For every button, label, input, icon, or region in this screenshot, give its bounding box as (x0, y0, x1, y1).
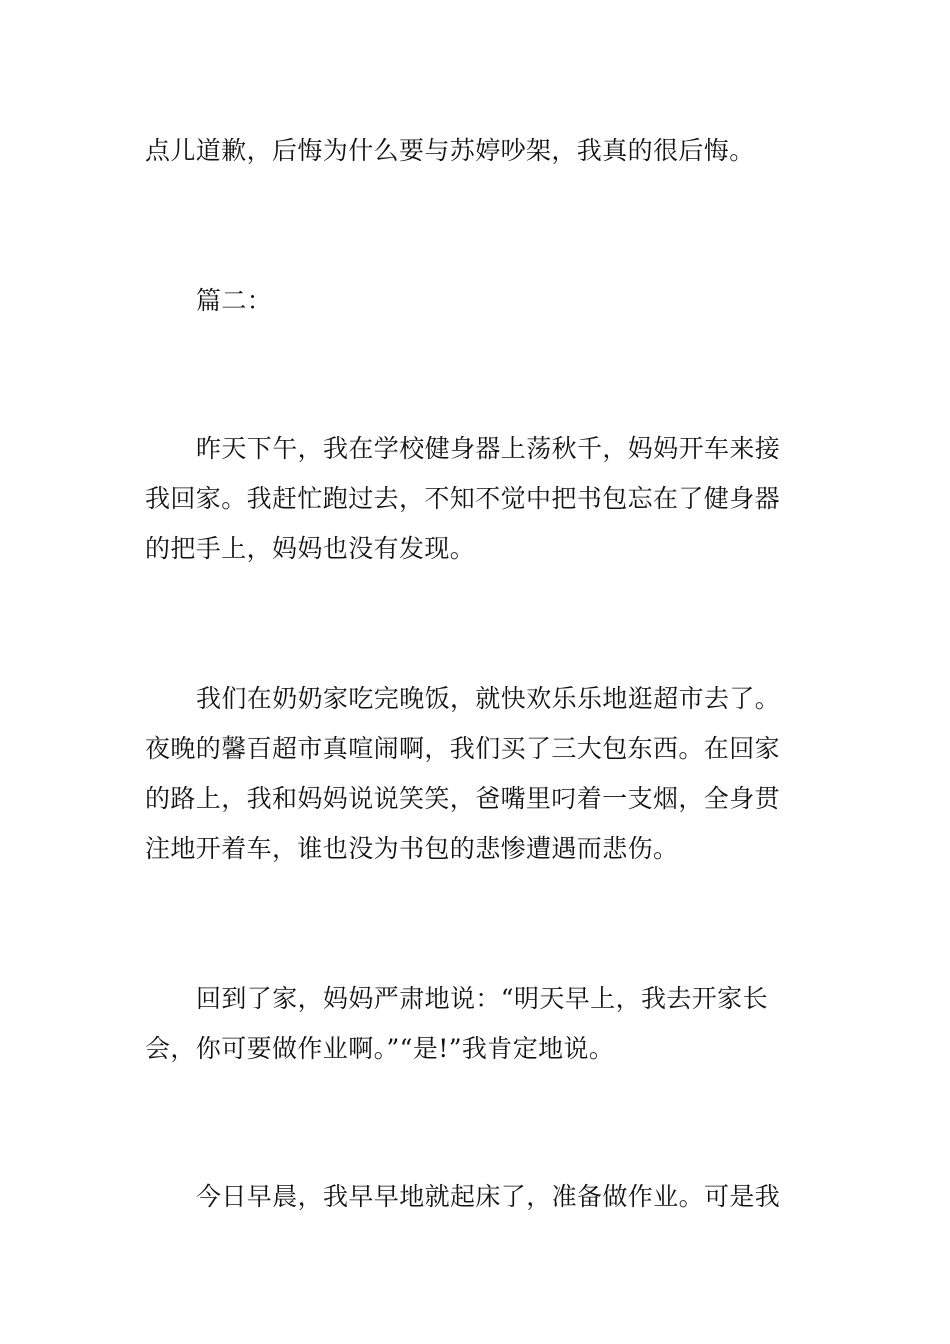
paragraph-line: 我回家。我赶忙跑过去，不知不觉中把书包忘在了健身器 (145, 484, 781, 513)
paragraph-line: 的路上，我和妈妈说说笑笑，爸嘴里叼着一支烟，全身贯 (145, 784, 781, 813)
paragraph-line: 回到了家，妈妈严肃地说：“明天早上，我去开家长 (196, 984, 768, 1013)
paragraph-line: 我们在奶奶家吃完晚饭，就快欢乐乐地逛超市去了。 (196, 684, 781, 713)
paragraph-line: 注地开着车，谁也没为书包的悲惨遭遇而悲伤。 (145, 834, 679, 863)
paragraph-line: 昨天下午，我在学校健身器上荡秋千，妈妈开车来接 (196, 434, 781, 463)
text-line: 点儿道歉，后悔为什么要与苏婷吵架，我真的很后悔。 (145, 136, 755, 165)
section-heading: 篇二： (196, 286, 273, 315)
paragraph-line: 的把手上，妈妈也没有发现。 (145, 534, 476, 563)
paragraph-line: 会，你可要做作业啊。”“是!”我肯定地说。 (145, 1034, 615, 1063)
paragraph-line: 今日早晨，我早早地就起床了，准备做作业。可是我 (196, 1182, 781, 1211)
paragraph-line: 夜晚的馨百超市真喧闹啊，我们买了三大包东西。在回家 (145, 734, 781, 763)
